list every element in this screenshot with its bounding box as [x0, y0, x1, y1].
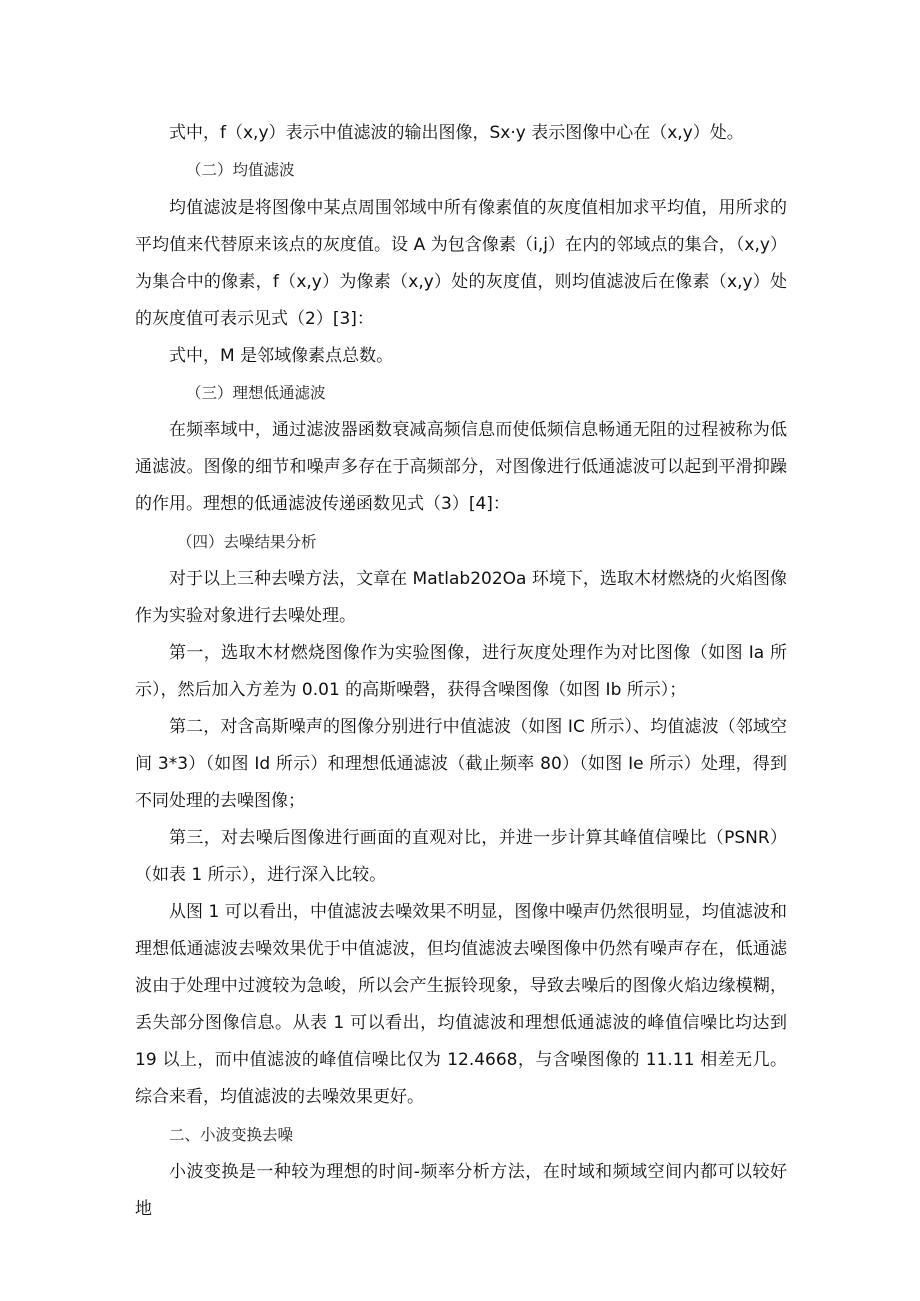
paragraph-lowpass-description: 在频率域中，通过滤波器函数衰减高频信息而使低频信息畅通无阻的过程被称为低通滤波。图像的细节和噪声多存在于高频部分，对图像进行低通滤波可以起到平滑抑躁的作用。理想的低通滤波传递函数见式（3）[4]： — [135, 420, 787, 514]
paragraph-step-two: 第二，对含高斯噪声的图像分别进行中值滤波（如图 IC 所示）、均值滤波（邻域空间 3*3）（如图 Id 所示）和理想低通滤波（截止频率 80）（如图 Ie 所示）处理，得到不同处理的去噪图像； — [135, 717, 787, 811]
paragraph-mean-filter-note: 式中，M 是邻域像素点总数。 — [169, 346, 394, 366]
paragraph-wavelet-description: 小波变换是一种较为理想的时间-频率分析方法，在时域和频域空间内都可以较好地 — [135, 1162, 787, 1219]
heading-denoising-results: （四）去噪结果分析 — [177, 533, 317, 551]
paragraph-median-filter-formula-note: 式中，f（x,y）表示中值滤波的输出图像，Sx·y 表示图像中心在（x,y）处。 — [169, 123, 744, 143]
paragraph-step-one: 第一，选取木材燃烧图像作为实验图像，进行灰度处理作为对比图像（如图 Ia 所示），然后加入方差为 0.01 的高斯噪磬，获得含噪图像（如图 Ib 所示）； — [135, 643, 787, 700]
paragraph-mean-filter-description: 均值滤波是将图像中某点周围邻域中所有像素值的灰度值相加求平均值，用所求的平均值来代替原来该点的灰度值。设 A 为包含像素（i,j）在内的邻域点的集合，（x,y）为集合中的像素，f（x,y）为像素（x,y）处的灰度值，则均值滤波后在像素（x,y）处的灰度值可表示见式（2）[3]： — [135, 198, 787, 329]
heading-mean-filter: （二）均值滤波 — [186, 161, 295, 179]
heading-wavelet-denoising: 二、小波变换去噪 — [169, 1126, 294, 1144]
paragraph-step-three: 第三，对去噪后图像进行画面的直观对比，并进一步计算其峰值信噪比（PSNR）（如表 1 所示），进行深入比较。 — [135, 828, 787, 885]
heading-ideal-lowpass-filter: （三）理想低通滤波 — [186, 384, 326, 402]
paragraph-experiment-setup: 对于以上三种去噪方法，文章在 Matlab202Oa 环境下，选取木材燃烧的火焰图像作为实验对象进行去噪处理。 — [135, 569, 787, 626]
paragraph-results-analysis: 从图 1 可以看出，中值滤波去噪效果不明显，图像中噪声仍然很明显，均值滤波和理想低通滤波去噪效果优于中值滤波，但均值滤波去噪图像中仍然有噪声存在，低通滤波由于处理中过渡较为急峻，所以会产生振铃现象，导致去噪后的图像火焰边缘模糊，丢失部分图像信息。从表 1 可以看出，均值滤波和理想低通滤波的峰值信噪比均达到 19 以上，而中值滤波的峰值信噪比仅为 12.4668，与含噪图像的 11.11 相差无几。综合来看，均值滤波的去噪效果更好。 — [135, 902, 787, 1107]
